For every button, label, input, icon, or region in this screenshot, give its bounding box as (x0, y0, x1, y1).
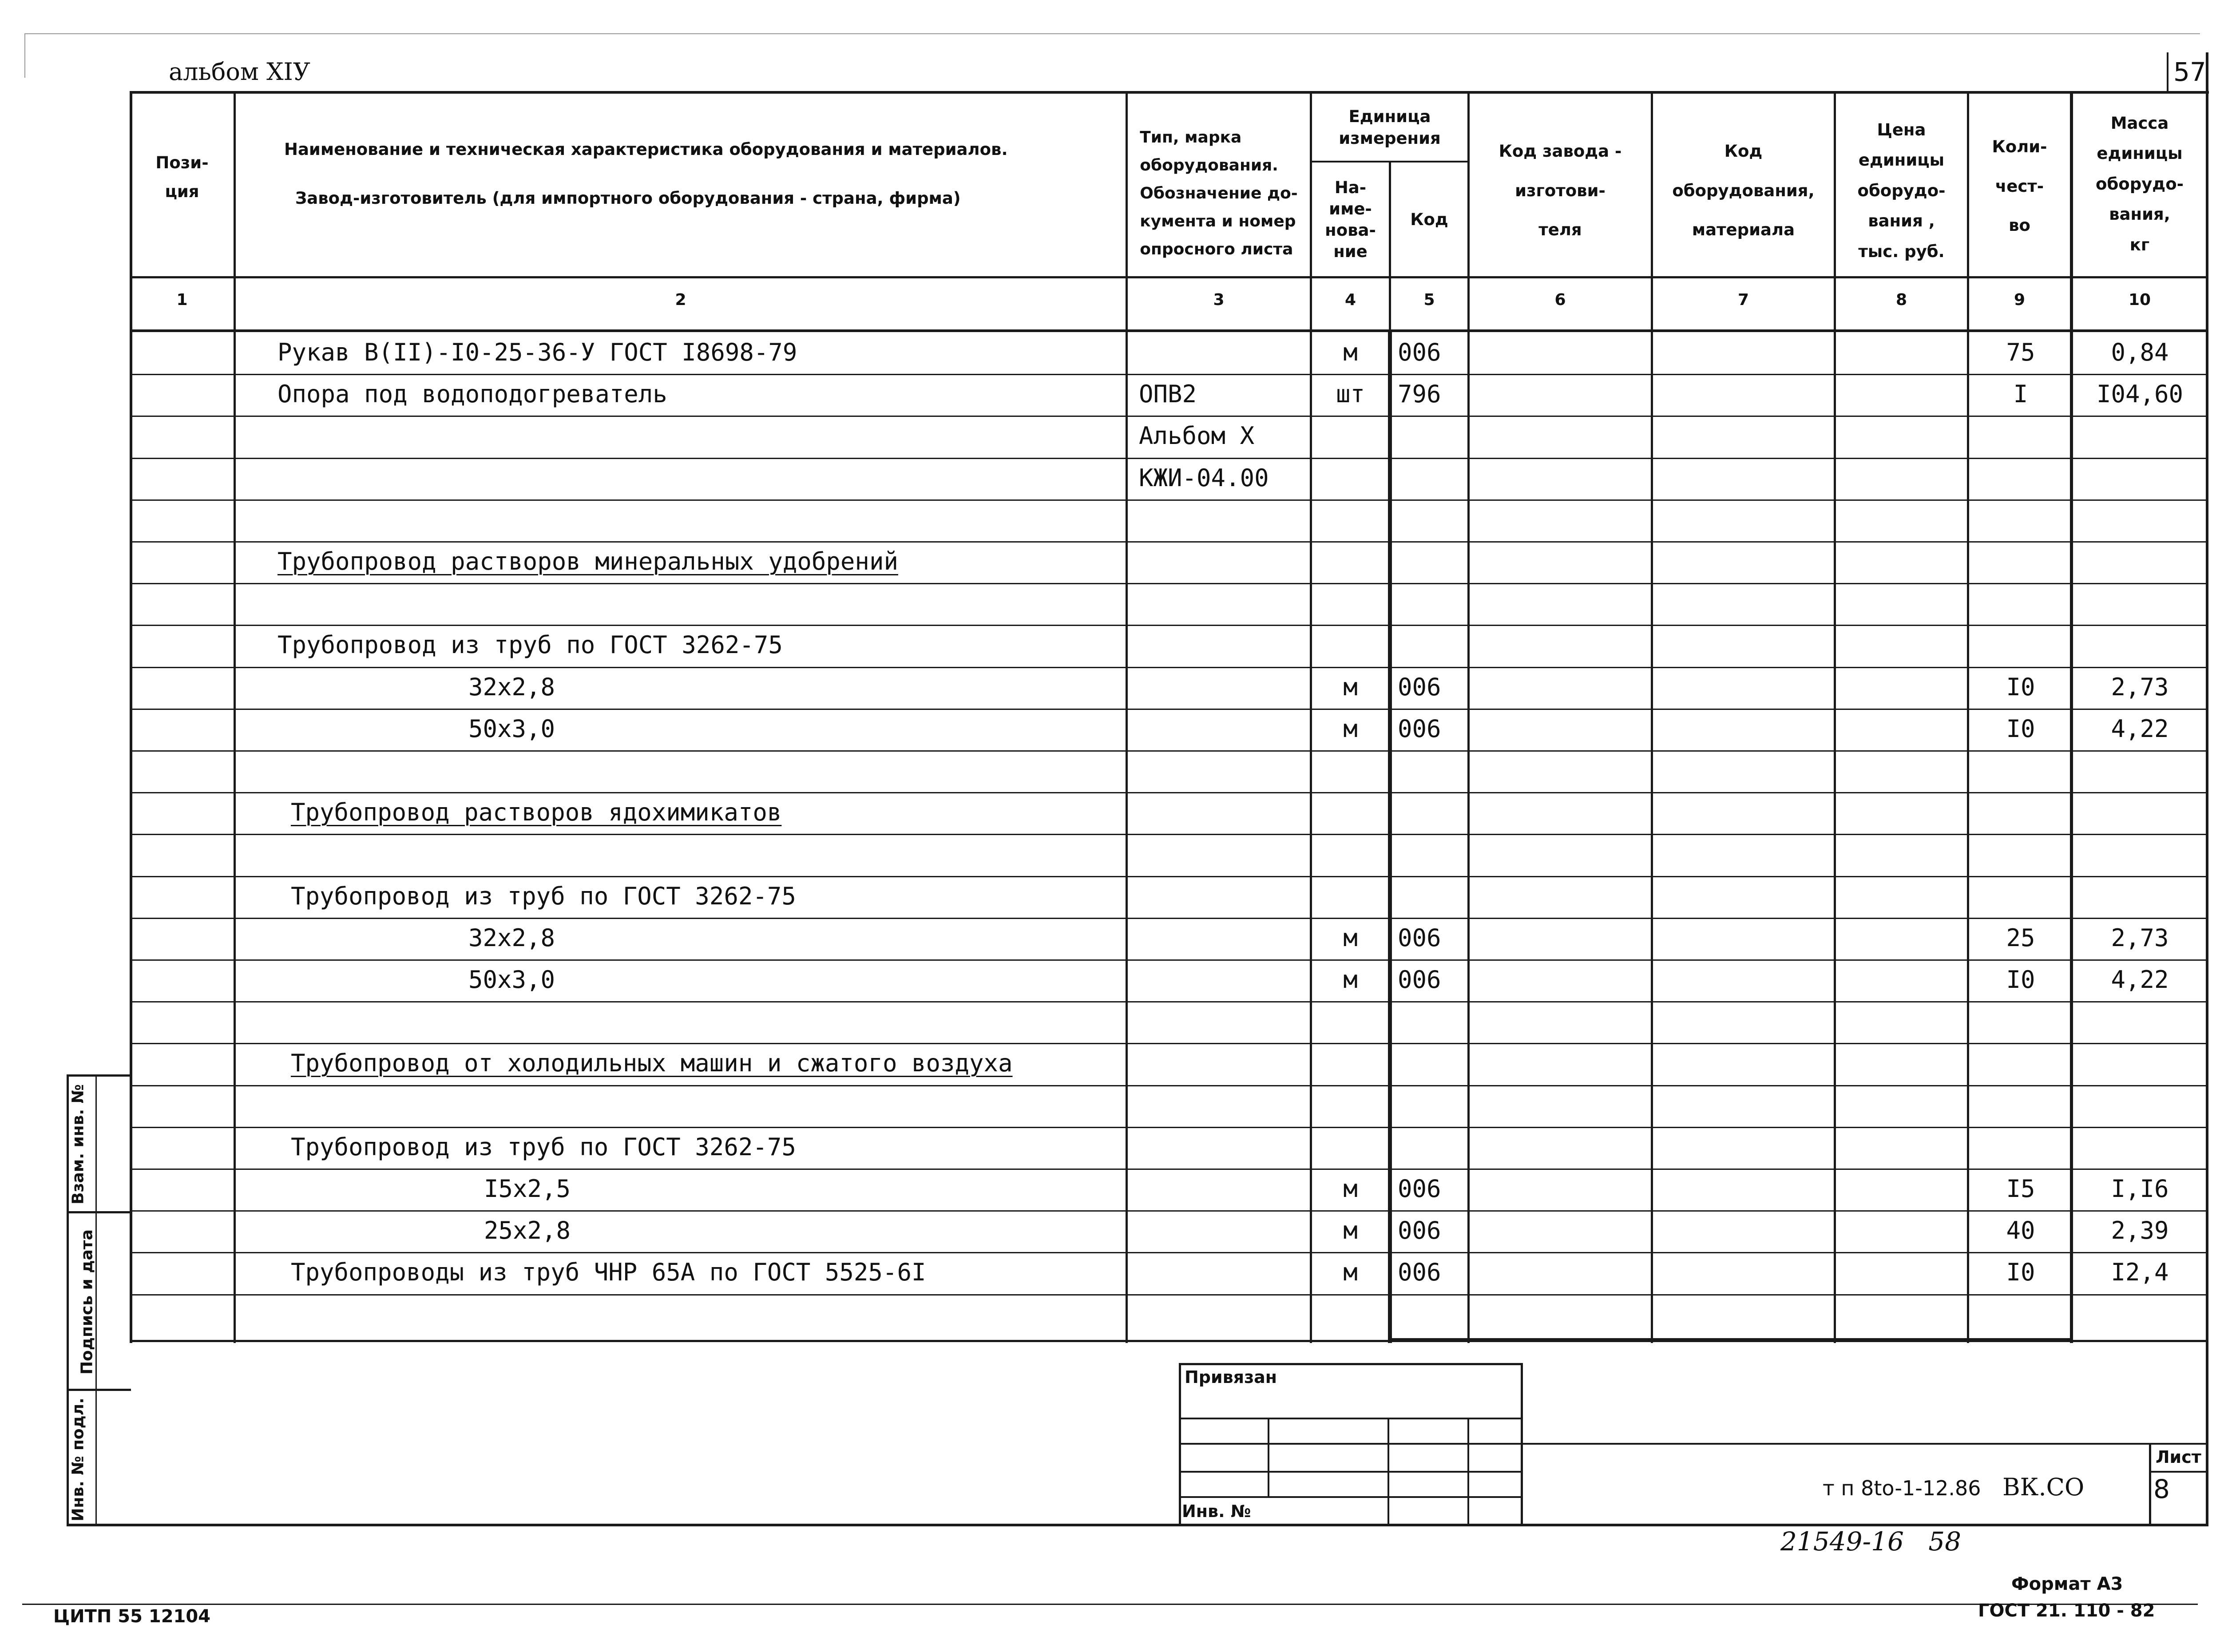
row-name: 25х2,8 (484, 1216, 571, 1244)
list-box-mid (2149, 1471, 2208, 1473)
row-line (130, 1001, 2208, 1002)
row-qty: 40 (2006, 1216, 2035, 1244)
row-name: 32х2,8 (468, 673, 555, 701)
row-line (130, 750, 2208, 752)
row-name: Трубопроводы из труб ЧНР 65А по ГОСТ 5525-6I (291, 1258, 926, 1286)
frame-left (130, 91, 132, 1343)
row-line (130, 1294, 2208, 1295)
row-qty: I0 (2006, 1258, 2035, 1286)
side-strip-sep-1 (67, 1211, 131, 1213)
colnum-1: 1 (176, 291, 188, 309)
row-unit: м (1343, 338, 1358, 366)
row-type: Альбом X (1139, 422, 1255, 450)
frame-right (2206, 52, 2208, 1526)
row-line (130, 416, 2208, 417)
row-line (130, 667, 2208, 668)
row-name: Трубопровод из труб по ГОСТ 3262-75 (278, 631, 783, 659)
stamp-v3 (1467, 1418, 1469, 1526)
row-line (130, 583, 2208, 584)
header-unit-name: На- име- нова- ние (1325, 178, 1376, 261)
colnum-4: 4 (1344, 291, 1356, 309)
row-code: 006 (1398, 1258, 1441, 1286)
row-line (130, 876, 2208, 877)
colnum-bottom-line (130, 329, 2208, 332)
col-line-9 (2070, 91, 2073, 1343)
stamp-v1 (1268, 1418, 1269, 1497)
row-line (130, 792, 2208, 793)
album-label: альбом XIУ (169, 58, 310, 86)
row-unit: м (1343, 1175, 1358, 1203)
row-mass: I,I6 (2111, 1175, 2169, 1203)
row-code: 006 (1398, 715, 1441, 743)
row-unit: м (1343, 966, 1358, 994)
col-line-6 (1651, 91, 1653, 1343)
colnum-7: 7 (1737, 291, 1749, 309)
sheet-edge-left (24, 33, 25, 78)
stamp-outer-top (1179, 1363, 1523, 1365)
row-name: 32х2,8 (468, 924, 555, 952)
header-unit-group: Единица измерения (1339, 107, 1441, 148)
row-mass: 2,73 (2111, 673, 2169, 701)
row-line (130, 709, 2208, 710)
header-unit-mass: Масса единицы оборудо- вания, кг (2096, 113, 2184, 254)
footer-gost: ГОСТ 21. 110 - 82 (1978, 1600, 2155, 1621)
row-line (130, 625, 2208, 626)
sheet-edge-top (24, 33, 2200, 34)
row-mass: I2,4 (2111, 1258, 2169, 1286)
row-name: Трубопровод из труб по ГОСТ 3262-75 (291, 1133, 796, 1161)
row-code: 006 (1398, 1216, 1441, 1244)
stamp-h2 (1179, 1443, 1523, 1445)
stamp-privyazan: Привязан (1185, 1367, 1277, 1387)
row-line (130, 458, 2208, 459)
row-mass: 4,22 (2111, 715, 2169, 743)
row-mass: 2,39 (2111, 1216, 2169, 1244)
row-qty: 75 (2006, 338, 2035, 366)
frame-top (130, 91, 2209, 94)
col-line-7 (1834, 91, 1836, 1343)
footer-citp: ЦИТП 55 12104 (53, 1606, 211, 1627)
row-unit: м (1343, 673, 1358, 701)
row-code: 006 (1398, 966, 1441, 994)
row-code: 006 (1398, 673, 1441, 701)
footer-format: Формат А3 (2011, 1574, 2123, 1594)
side-label-inv: Инв. № подл. (69, 1398, 87, 1521)
row-type: КЖИ-04.00 (1139, 464, 1269, 492)
colnum-6: 6 (1554, 291, 1566, 309)
row-name: I5х2,5 (484, 1175, 571, 1203)
header-name-line1: Наименование и техническая характеристика оборудования и материалов. (284, 140, 1008, 159)
row-type: ОПВ2 (1139, 380, 1197, 408)
page-number-box-left (2167, 52, 2168, 94)
stamp-h3 (1179, 1471, 1523, 1473)
header-type: Тип, марка оборудования. Обозначение до- кумента и номер опросного листа (1140, 128, 1298, 258)
row-code: 006 (1398, 338, 1441, 366)
row-line (130, 1252, 2208, 1253)
row-line (130, 834, 2208, 835)
colnum-9: 9 (2014, 291, 2026, 309)
colnum-3: 3 (1213, 291, 1225, 309)
row-line (130, 499, 2208, 501)
row-line (130, 1127, 2208, 1128)
page-number: 57 (2173, 57, 2206, 87)
side-strip-sep-top (67, 1074, 131, 1077)
row-mass: I04,60 (2096, 380, 2184, 408)
row-line (130, 374, 2208, 375)
row-line (130, 1085, 2208, 1086)
stamp-v2 (1388, 1418, 1389, 1526)
row-unit: м (1343, 715, 1358, 743)
stamp-h4 (1179, 1496, 1523, 1498)
row-mass: 4,22 (2111, 966, 2169, 994)
row-code: 006 (1398, 1175, 1441, 1203)
row-qty: 25 (2006, 924, 2035, 952)
colnum-8: 8 (1895, 291, 1907, 309)
doc-code: т п 8to-1-12.86 (1823, 1476, 1981, 1500)
row-qty: I0 (2006, 715, 2035, 743)
header-unit-code: Код (1410, 210, 1448, 229)
col-line-1 (234, 91, 236, 1343)
row-name: Трубопровод растворов минеральных удобрений (278, 547, 898, 575)
header-equipment-code: Код оборудования, материала (1672, 141, 1815, 240)
header-bottom-line (130, 276, 2208, 278)
col-line-2 (1126, 91, 1128, 1343)
colnum-5: 5 (1423, 291, 1435, 309)
side-strip-left (67, 1074, 69, 1526)
table-bottom (130, 1340, 2208, 1342)
row-line (130, 1043, 2208, 1044)
row-name: Трубопровод из труб по ГОСТ 3262-75 (291, 882, 796, 910)
stamp-outer-left (1179, 1363, 1181, 1526)
list-value: 8 (2153, 1474, 2170, 1504)
row-code: 796 (1398, 380, 1441, 408)
row-name: Трубопровод растворов ядохимикатов (291, 798, 782, 826)
row-code: 006 (1398, 924, 1441, 952)
col-line-5 (1467, 91, 1470, 1343)
row-qty: I5 (2006, 1175, 2035, 1203)
row-line (130, 1169, 2208, 1170)
row-mass: 0,84 (2111, 338, 2169, 366)
side-strip-sep-2 (67, 1389, 131, 1391)
stamp-outer-right (1521, 1363, 1523, 1526)
row-name: 50х3,0 (468, 966, 555, 994)
header-factory-code: Код завода - изготови- теля (1498, 141, 1622, 240)
header-quantity: Коли- чест- во (1992, 137, 2047, 235)
row-line (130, 1210, 2208, 1212)
row-unit: шт (1336, 380, 1365, 408)
sheet-edge-bottom (22, 1604, 2198, 1605)
handwritten-number: 21549-16 58 (1780, 1526, 1962, 1557)
stamp-inv-no: Инв. № (1182, 1501, 1251, 1521)
row-name: Рукав В(II)-I0-25-36-У ГОСТ I8698-79 (278, 338, 797, 366)
row-name: Трубопровод от холодильных машин и сжатого воздуха (291, 1049, 1013, 1077)
row-name: 50х3,0 (468, 715, 555, 743)
header-position: Пози- ция (155, 153, 209, 201)
row-qty: I (2013, 380, 2028, 408)
list-box-left (2149, 1443, 2151, 1526)
side-label-vzam: Взам. инв. № (69, 1084, 87, 1204)
colnum-10: 10 (2128, 291, 2151, 309)
row-qty: I0 (2006, 673, 2035, 701)
row-mass: 2,73 (2111, 924, 2169, 952)
list-label: Лист (2156, 1447, 2201, 1467)
header-unit-price: Цена единицы оборудо- вания , тыс. руб. (1857, 120, 1946, 261)
titleblock-top (1521, 1443, 2208, 1445)
col-line-8 (1967, 91, 1969, 1343)
row-unit: м (1343, 1258, 1358, 1286)
row-line (130, 918, 2208, 919)
doc-suffix: ВК.СО (2002, 1473, 2085, 1501)
unit-subheader-line (1310, 161, 1470, 162)
row-name: Опора под водоподогреватель (278, 380, 667, 408)
side-label-podpis: Подпись и дата (78, 1229, 96, 1375)
row-unit: м (1343, 1216, 1358, 1244)
row-line (130, 541, 2208, 543)
row-qty: I0 (2006, 966, 2035, 994)
row-unit: м (1343, 924, 1358, 952)
stamp-h1 (1179, 1418, 1523, 1419)
row-line (130, 959, 2208, 961)
header-name-line2: Завод-изготовитель (для импортного оборудования - страна, фирма) (295, 189, 961, 208)
colnum-2: 2 (675, 291, 686, 309)
